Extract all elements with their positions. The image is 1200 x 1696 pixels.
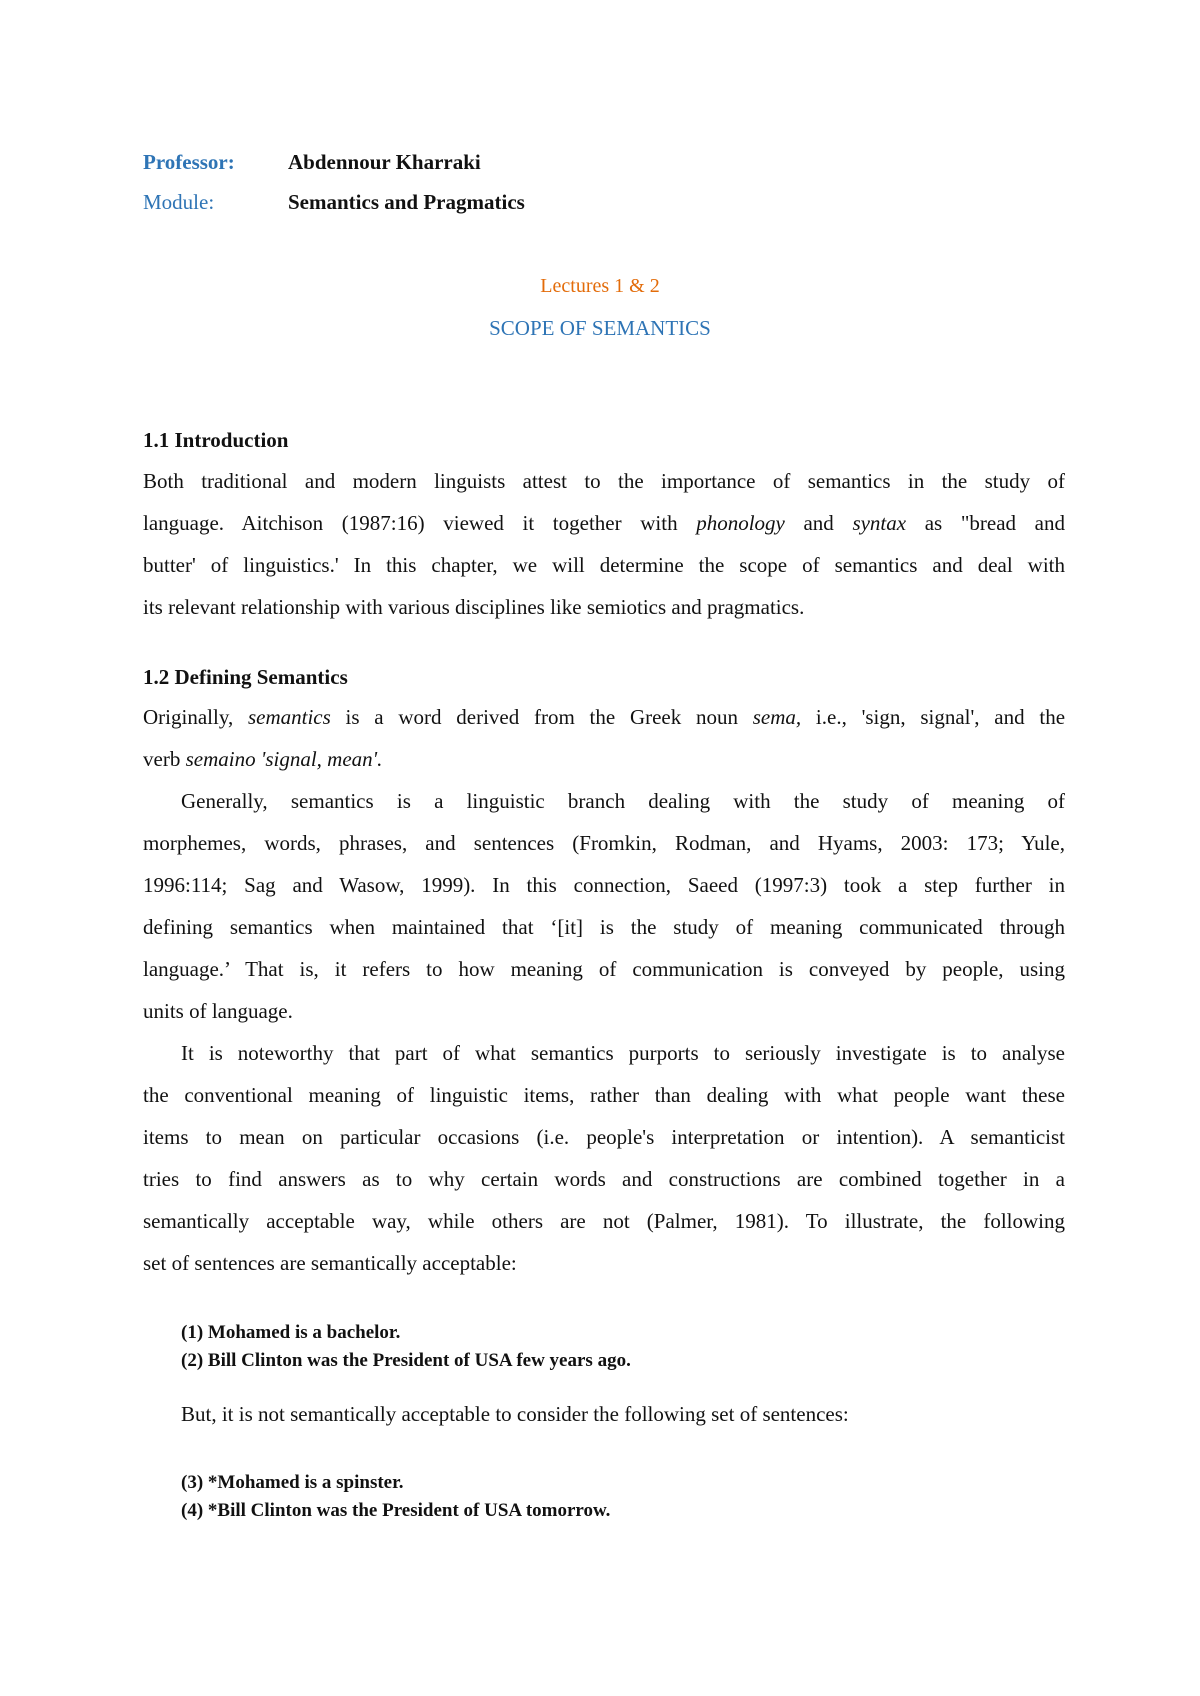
paragraph-line: items to mean on particular occasions (i.e. people's interpretation or intention). A semanticist	[143, 1125, 1065, 1149]
section-heading-defining-semantics: 1.2 Defining Semantics	[143, 665, 348, 689]
paragraph-line: semantically acceptable way, while others are not (Palmer, 1981). To illustrate, the following	[143, 1209, 1065, 1233]
paragraph-line: set of sentences are semantically acceptable:	[143, 1251, 517, 1275]
example-sentence: (2) Bill Clinton was the President of USA few years ago.	[181, 1350, 631, 1371]
paragraph-line: morphemes, words, phrases, and sentences (Fromkin, Rodman, and Hyams, 2003: 173; Yule,	[143, 831, 1065, 855]
paragraph-line: its relevant relationship with various disciplines like semiotics and pragmatics.	[143, 595, 805, 619]
example-sentence: (4) *Bill Clinton was the President of USA tomorrow.	[181, 1500, 611, 1521]
paragraph-line: It is noteworthy that part of what semantics purports to seriously investigate is to analyse	[181, 1041, 1065, 1065]
paragraph-line: 1996:114; Sag and Wasow, 1999). In this connection, Saeed (1997:3) took a step further in	[143, 873, 1065, 897]
module-row	[143, 190, 525, 215]
professor-row	[143, 150, 481, 175]
professor-name: Abdennour Kharraki	[288, 150, 481, 174]
paragraph-line: the conventional meaning of linguistic items, rather than dealing with what people want these	[143, 1083, 1065, 1107]
section-heading-introduction: 1.1 Introduction	[143, 428, 289, 452]
example-sentence: (3) *Mohamed is a spinster.	[181, 1472, 404, 1493]
paragraph-line: butter' of linguistics.' In this chapter, we will determine the scope of semantics and deal with	[143, 553, 1065, 577]
paragraph-line: verb semaino 'signal, mean'.	[143, 747, 383, 771]
paragraph-line: Generally, semantics is a linguistic branch dealing with the study of meaning of	[181, 789, 1065, 813]
paragraph-line: tries to find answers as to why certain words and constructions are combined together in a	[143, 1167, 1065, 1191]
module-name: Semantics and Pragmatics	[288, 190, 525, 214]
lectures-title: Lectures 1 & 2	[540, 275, 660, 297]
paragraph-line: Originally, semantics is a word derived from the Greek noun sema, i.e., 'sign, signal', and the	[143, 705, 1066, 729]
example-sentence: (1) Mohamed is a bachelor.	[181, 1322, 401, 1343]
professor-label: Professor:	[143, 150, 235, 174]
paragraph-line: Both traditional and modern linguists attest to the importance of semantics in the study of	[143, 469, 1065, 493]
paragraph-line: defining semantics when maintained that ‘[it] is the study of meaning communicated through	[143, 915, 1065, 939]
transition-sentence: But, it is not semantically acceptable to consider the following set of sentences:	[181, 1402, 849, 1426]
paragraph-line: language. Aitchison (1987:16) viewed it together with phonology and syntax as "bread and	[143, 511, 1065, 535]
page-title: SCOPE OF SEMANTICS	[489, 316, 711, 340]
paragraph-line: units of language.	[143, 999, 293, 1023]
paragraph-line: language.’ That is, it refers to how meaning of communication is conveyed by people, using	[143, 957, 1065, 981]
module-label: Module:	[143, 190, 215, 214]
